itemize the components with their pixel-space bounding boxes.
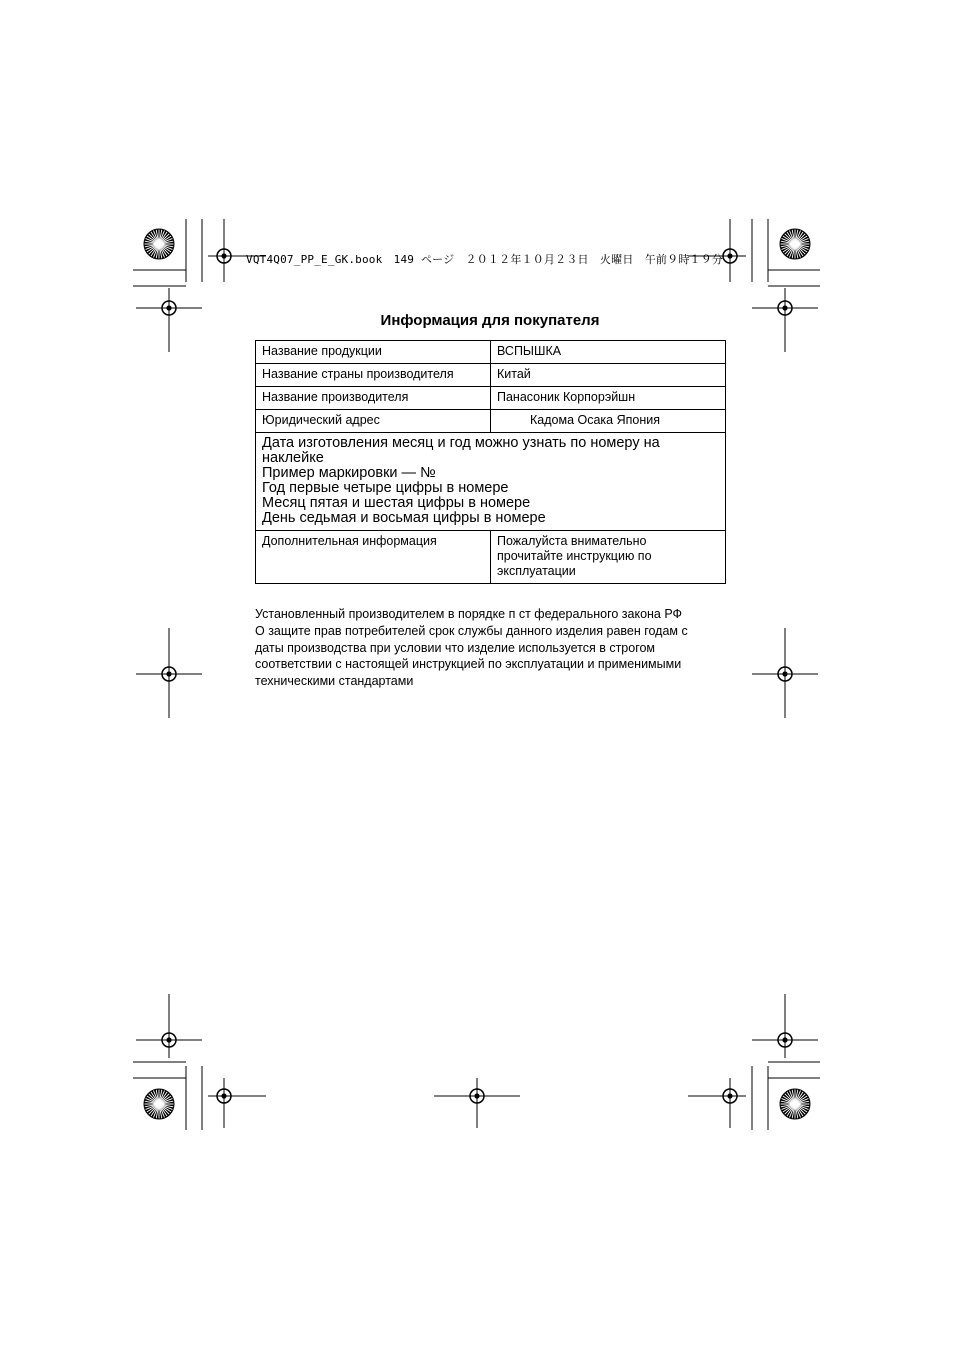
extra-info-line: прочитайте инструкцию по — [497, 549, 652, 563]
service-life-note — [255, 606, 729, 690]
manufacture-date-line: Месяц пятая и шестая цифры в номере — [262, 495, 531, 511]
note-line: О защите прав потребителей срок службы данного изделия равен годам с — [255, 623, 688, 638]
manufacture-date-line: День седьмая и восьмая цифры в номере — [262, 510, 546, 526]
print-header: VQT4Q07_PP_E_GK.book 149 ページ ２０１２年１０月２３日 火曜日 午前９時１９分 — [246, 253, 724, 266]
label-cell: Дополнительная информация — [256, 531, 491, 584]
label-cell: Название продукции — [256, 341, 491, 364]
note-line: техническими стандартами — [255, 674, 414, 689]
table-row — [256, 531, 726, 584]
table-row — [256, 364, 726, 387]
note-line: соответствии с настоящей инструкцией по эксплуатации и применимыми — [255, 657, 682, 672]
table-row — [256, 410, 726, 433]
manufacture-date-line: Год первые четыре цифры в номере — [262, 480, 509, 496]
note-line: даты производства при условии что изделие используется в строгом — [255, 640, 656, 655]
manufacture-date-line: наклейке — [262, 450, 324, 466]
value-cell — [491, 410, 726, 433]
table-row — [256, 341, 726, 364]
value-cell: Панасоник Корпорэйшн — [491, 387, 726, 410]
extra-info-line: эксплуатации — [497, 564, 576, 578]
label-cell: Название производителя — [256, 387, 491, 410]
legal-address: Кадома Осака Япония — [530, 413, 660, 427]
manufacture-date-line: Дата изготовления месяц и год можно узнать по номеру на — [262, 435, 660, 451]
label-cell: Название страны производителя — [256, 364, 491, 387]
manufacture-date-cell — [256, 433, 726, 531]
extra-info-line: Пожалуйста внимательно — [497, 534, 647, 548]
table-row — [256, 433, 726, 531]
value-cell: Китай — [491, 364, 726, 387]
manufacture-date-line: Пример маркировки — № — [262, 465, 436, 481]
value-cell — [491, 531, 726, 584]
value-cell: ВСПЫШКА — [491, 341, 726, 364]
customer-info-table — [255, 340, 726, 584]
page-title: Информация для покупателя — [380, 312, 600, 329]
table-row — [256, 387, 726, 410]
label-cell: Юридический адрес — [256, 410, 491, 433]
note-line: Установленный производителем в порядке п ст федерального закона РФ — [255, 607, 683, 621]
